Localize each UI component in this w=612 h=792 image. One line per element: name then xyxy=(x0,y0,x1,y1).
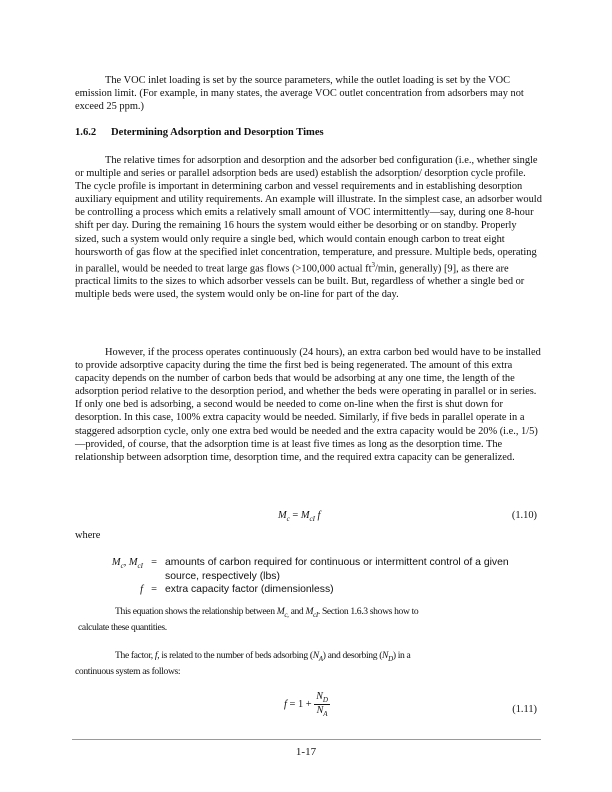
note-factor: The factor, f, is related to the number of beds adsorbing $(N_A)$ and desorbing $(N_D)$ in a xyxy=(115,650,411,663)
note-factor-line2: continuous system as follows: xyxy=(75,666,181,677)
section-heading xyxy=(75,127,324,138)
intro-paragraph: The VOC inlet loading is set by the source parameters, while the outlet loading is set by the VOC emission limit. (For example, in many states, the average VOC outlet concentration from adsorbers may not exceed 25 ppm.) xyxy=(75,75,524,113)
equation-1-10: $M_c = M_{cI}$ f xyxy=(278,510,321,524)
equation-number-1-11: (1.11) xyxy=(512,704,537,715)
where-label: where xyxy=(75,530,101,541)
page-number: 1-17 xyxy=(295,746,317,758)
note-equation-relationship: This equation shows the relationship between $M_{c,}$ and $M_{cI}$. Section 1.6.3 shows how to xyxy=(115,606,419,619)
definition-f: f = extra capacity factor (dimensionless) xyxy=(140,584,334,595)
fraction-nd-over-na: $\frac{N_D}{N_A}$ xyxy=(316,691,328,718)
note-equation-relationship-line2: calculate these quantities. xyxy=(78,622,167,633)
equation-number-1-10: (1.10) xyxy=(511,510,537,521)
section-title: Determining Adsorption and Desorption Times xyxy=(111,127,324,138)
footer-divider xyxy=(72,739,541,740)
section-number: 1.6.2 xyxy=(75,127,97,138)
paragraph-continuous-operation: However, if the process operates continuously (24 hours), an extra carbon bed would have to be installed to provide adsorptive capacity during the time the first bed is being regenerated. The amount of this extra capacity depends on the number of carbon beds that would be adsorbing at any one time, the length of the adsorption period relative to the desorption period, and whether the beds were operating in parallel or in series. If only one bed is adsorbing, a second would be needed to come on-line when the first is shut down for desorption. In this case, 100% extra capacity would be needed. Similarly, if five beds in parallel operate in a staggered adsorption cycle, only one extra bed would be needed and the extra capacity would be 20% (i.e., 1/5)—provided, of course, that the adsorption time is at least five times as long as the desorption time. The relationship between adsorption time, desorption time, and the required extra capacity can be generalized. xyxy=(75,347,541,463)
paragraph-cycle-profile: The relative times for adsorption and desorption and the adsorber bed configuration (i.e., whether single or multiple and series or parallel adsorption beds are used) establish the adsorption/ desorption cycle profile. The cycle profile is important in determining carbon and vessel requirements and in establishing desorption auxiliary equipment and utility requirements. An example will illustrate. In the simplest case, an adsorber would be controlling a process which emits a relatively small amount of VOC intermittently—say, during one 8-hour shift per day. During the remaining 16 hours the system would either be desorbing or on standby. Properly sized, such a system would only require a single bed, which would contain enough carbon to treat eight hoursworth of gas flow at the specified inlet concentration, temperature, and pressure. Multiple beds, operating in parallel, would be needed to treat large gas flows (>100,000 actual $ft^3/\min$, generally) [9], as there are practical limits to the sizes to which adsorber vessels can be built. But, regardless of whether a single bed or multiple beds were used, the system would only be on-line for part of the day. xyxy=(75,155,542,301)
definition-mc: $M_c$, $M_{cI}$ = amounts of carbon required for continuous or intermittent control of a given source, respectively (lbs) xyxy=(111,557,509,582)
equation-1-11: f = 1 + $\frac{N_D}{N_A}$ xyxy=(284,691,328,718)
definitions-list xyxy=(85,556,535,597)
